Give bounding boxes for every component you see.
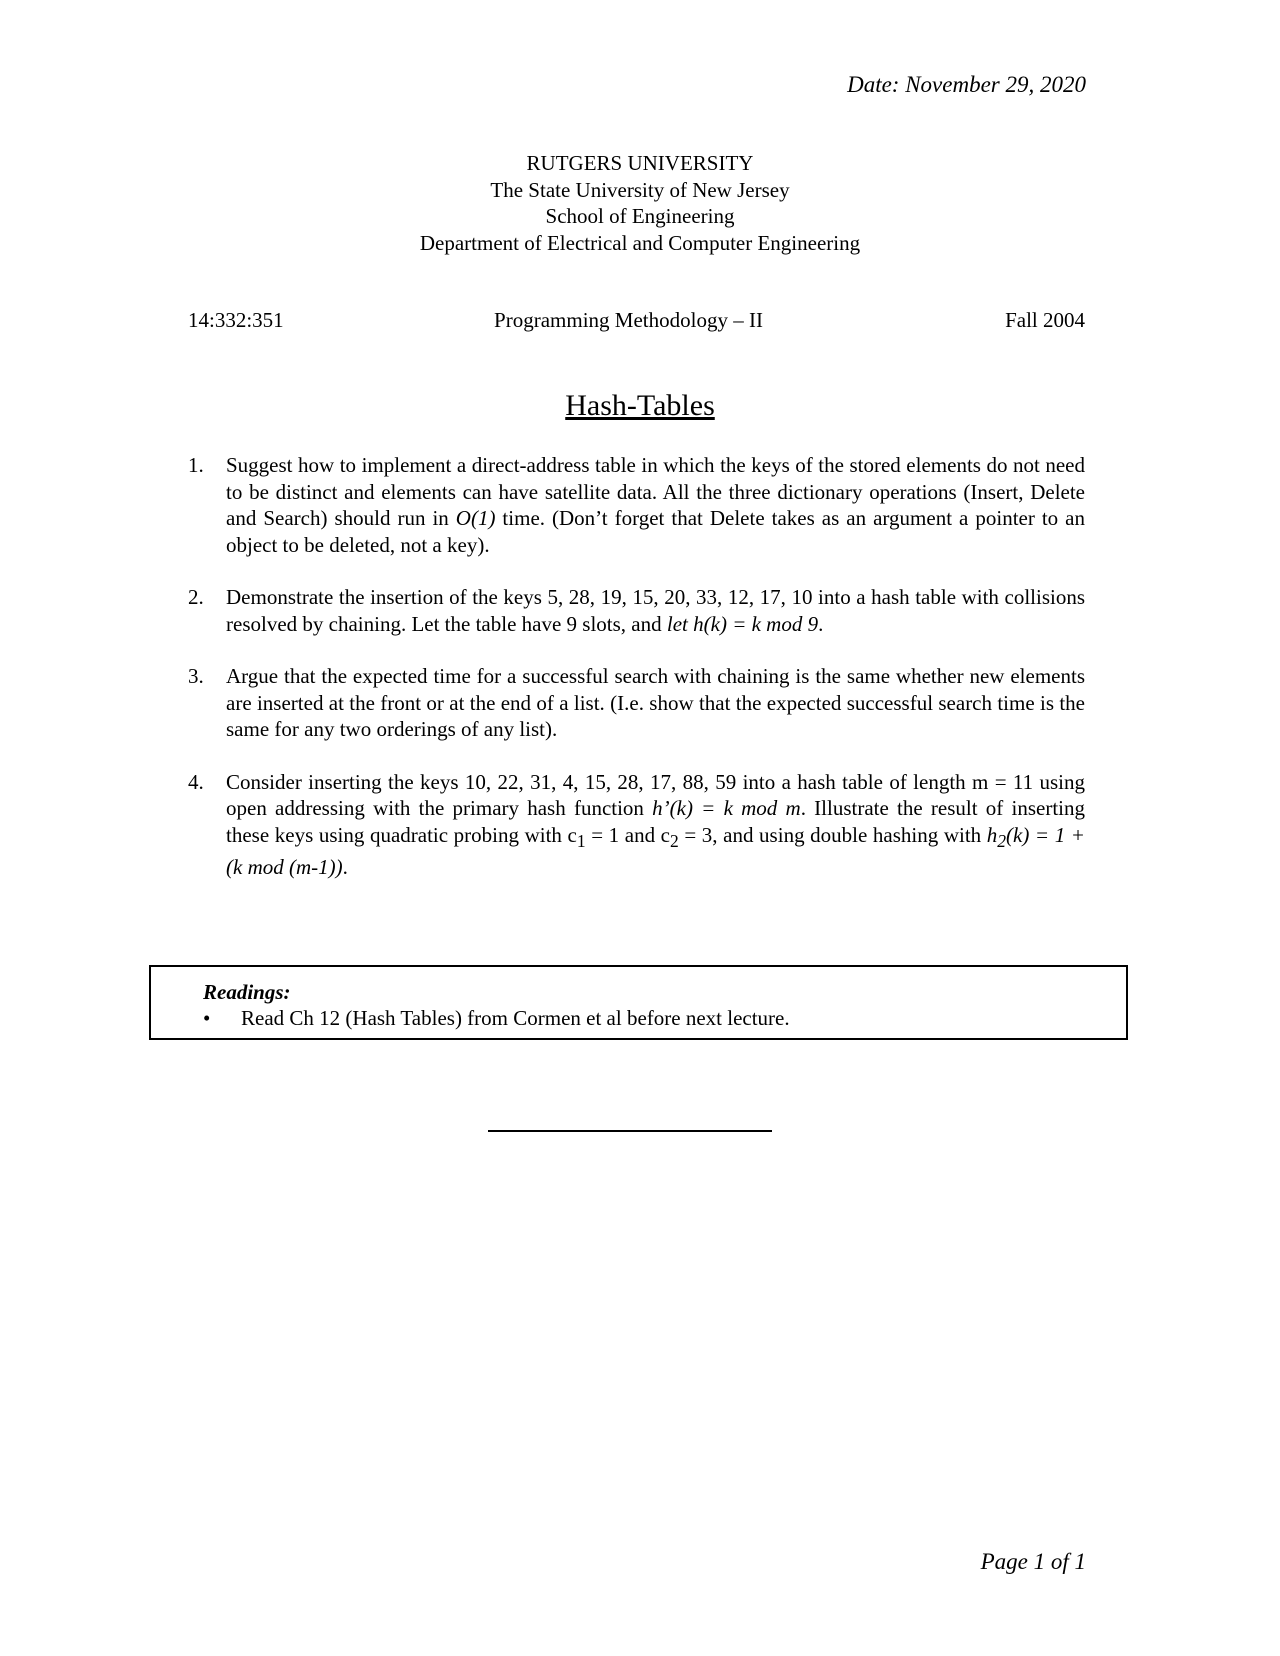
question-list — [188, 452, 1085, 907]
page-title: Hash-Tables — [565, 389, 715, 422]
question-text: Suggest how to implement a direct-address table in which the keys of the stored elements do not need to be distinct and elements can have satellite data. All the three dictionary operations (Insert, Delete and Search) should run in O(1) time. (Don’t forget that Delete takes as an argument a pointer to an object to be deleted, not a key). — [226, 453, 1085, 557]
readings-item-text: Read Ch 12 (Hash Tables) from Cormen et al before next lecture. — [241, 1006, 790, 1030]
question-number: 4. — [188, 769, 204, 794]
institution-header — [0, 150, 1280, 256]
readings-box — [149, 965, 1128, 1040]
readings-heading: Readings: — [203, 980, 291, 1004]
course-term: Fall 2004 — [1005, 308, 1085, 332]
question-3 — [188, 663, 1085, 743]
question-text: Demonstrate the insertion of the keys 5, 28, 19, 15, 20, 33, 12, 17, 10 into a hash table with collisions resolved by chaining. Let the table have 9 slots, and let h(k) = k mod 9. — [226, 585, 1085, 636]
course-name: Programming Methodology – II — [494, 308, 763, 332]
question-number: 3. — [188, 664, 204, 688]
school-name: School of Engineering — [545, 204, 735, 228]
university-name: RUTGERS UNIVERSITY — [526, 151, 754, 175]
question-1 — [188, 452, 1085, 558]
end-rule — [488, 1130, 772, 1132]
question-4 — [188, 769, 1085, 881]
department-name: Department of Electrical and Computer Engineering — [419, 230, 861, 255]
page-number: Page 1 of 1 — [980, 1549, 1086, 1574]
question-text: Consider inserting the keys 10, 22, 31, 4, 15, 28, 17, 88, 59 into a hash table of length m = 11 using open addressing with the primary hash function h’(k) = k mod m. Illustrate the result of inserting these keys using quadratic probing with $c_1 = 1$ and $c_2 = 3$, and using double hashing with $h_2(k) = 1 + (k$ mod (m-1)). — [226, 769, 1085, 880]
question-2 — [188, 584, 1085, 637]
course-code: 14:332:351 — [188, 308, 284, 332]
date-line: Date: November 29, 2020 — [847, 72, 1086, 97]
question-number: 1. — [188, 453, 204, 477]
university-subtitle: The State University of New Jersey — [490, 177, 790, 202]
question-number: 2. — [188, 585, 204, 609]
bullet-icon: • — [203, 1006, 211, 1030]
readings-item — [203, 1005, 790, 1031]
question-text: Argue that the expected time for a successful search with chaining is the same whether new elements are inserted at the front or at the end of a list. (I.e. show that the expected successful search time is the same for any two orderings of any list). — [226, 664, 1085, 741]
